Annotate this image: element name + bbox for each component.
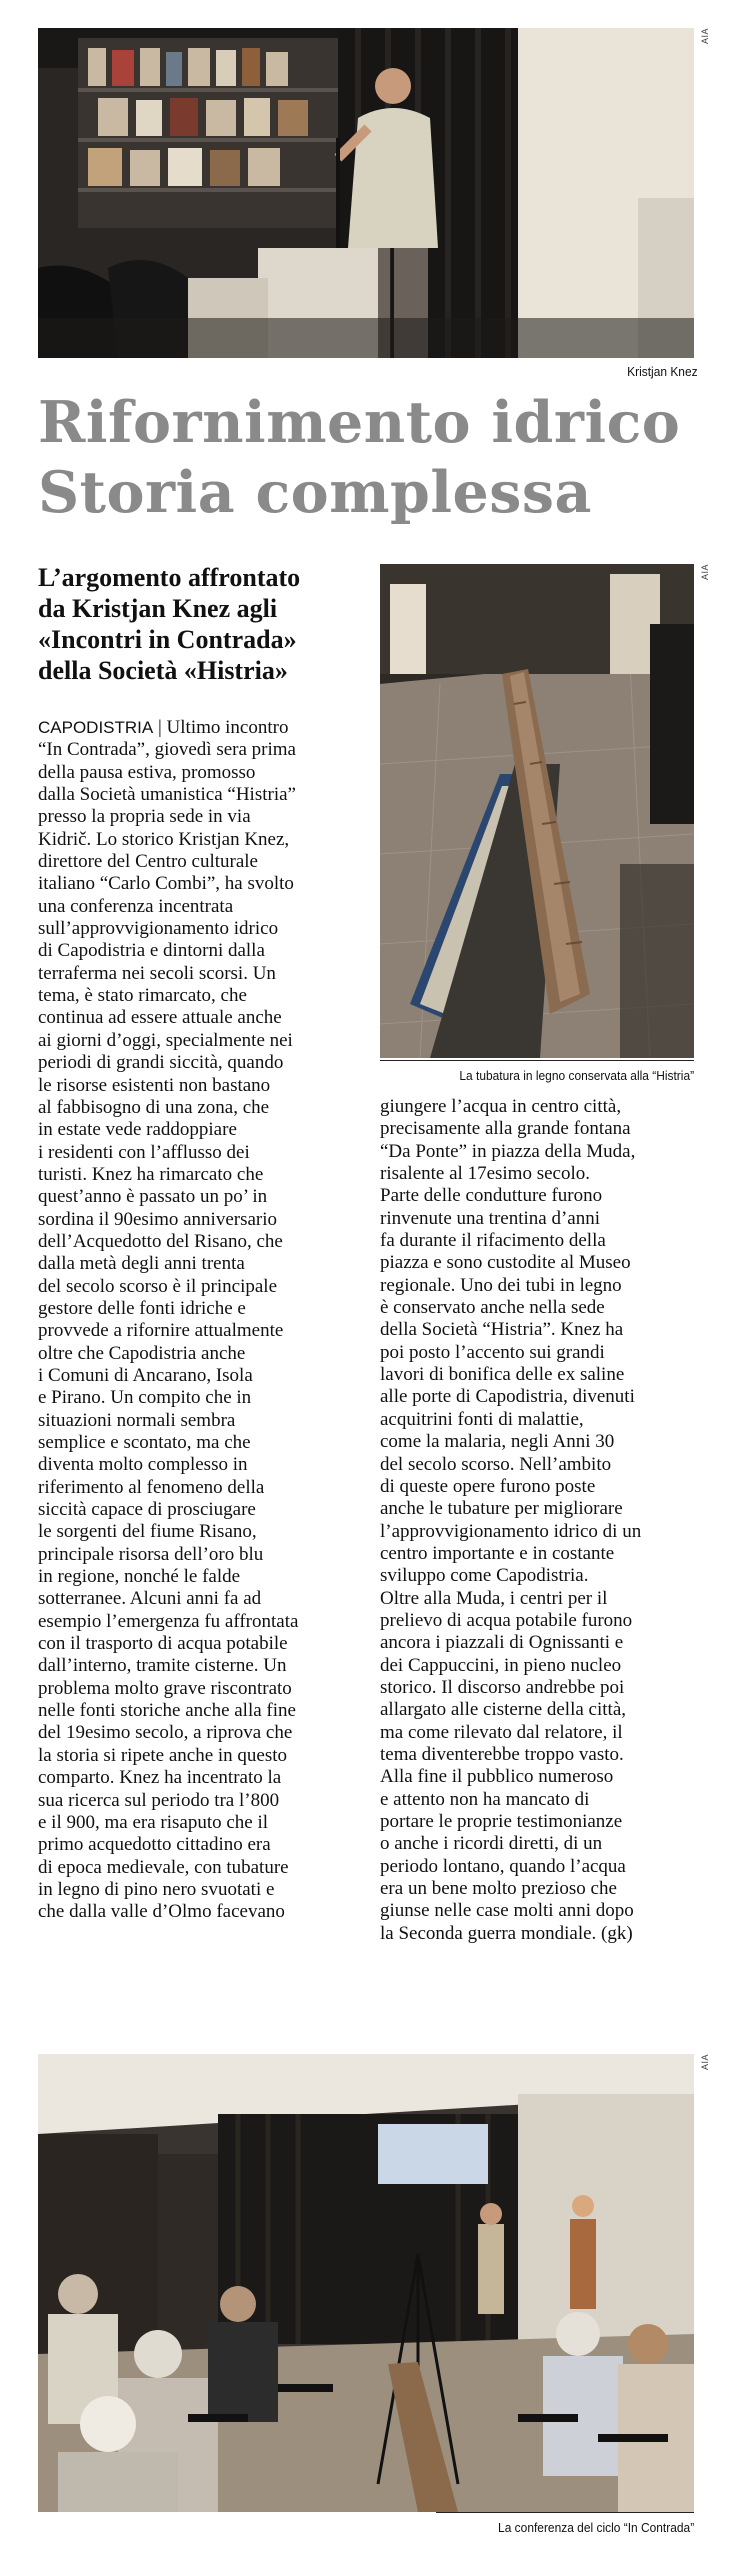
wooden-pipe-photo [380, 564, 694, 1058]
article-line-2-31: e attento non ha mancato di [380, 1788, 590, 1810]
article-line-2-19: l’approvvigionamento idrico di un [380, 1520, 642, 1542]
article-line-2-36: giunse nelle case molti anni dopo [380, 1900, 634, 1922]
article-line-2-34: periodo lontano, quando l’acqua [380, 1855, 626, 1877]
article-line-1-1: “In Contrada”, giovedì sera prima [38, 739, 296, 761]
article-line-1-47: comparto. Knez ha incentrato la [38, 1767, 282, 1789]
article-line-2-2: “Da Ponte” in piazza della Muda, [380, 1140, 636, 1162]
article-line-2-30: Alla fine il pubblico numeroso [380, 1766, 614, 1788]
article-line-1-18: in estate vede raddoppiare [38, 1119, 237, 1141]
article-line-2-13: alle porte di Capodistria, divenuti [380, 1386, 635, 1408]
article-line-2-4: Parte delle condutture furono [380, 1185, 603, 1207]
article-line-1-50: primo acquedotto cittadino era [38, 1834, 271, 1856]
article-line-2-9: è conservato anche nella sede [380, 1297, 605, 1319]
subheadline-line-4: della Società «Histria» [38, 656, 288, 685]
article-line-2-20: centro importante e in costante [380, 1542, 615, 1564]
article-line-1-6: direttore del Centro culturale [38, 851, 258, 873]
article-line-1-25: del secolo scorso è il principale [38, 1275, 278, 1297]
article-line-1-8: una conferenza incentrata [38, 895, 234, 917]
article-line-1-48: sua ricerca sul periodo tra l’800 [38, 1789, 280, 1811]
article-line-1-3: dalla Società umanistica “Histria” [38, 784, 296, 806]
article-line-2-33: o anche i ricordi diretti, di un [380, 1833, 603, 1855]
article-line-1-45: del 19esimo secolo, a riprova che [38, 1722, 293, 1744]
article-line-1-13: continua ad essere attuale anche [38, 1007, 282, 1029]
article-line-1-29: i Comuni di Ancarano, Isola [38, 1364, 253, 1386]
article-line-2-22: Oltre alla Muda, i centri per il [380, 1587, 608, 1609]
article-line-1-2: della pausa estiva, promosso [38, 761, 256, 783]
photo-caption-1: Kristjan Knez [627, 364, 698, 379]
article-line-2-6: fa durante il rifacimento della [380, 1230, 606, 1252]
article-line-1-37: principale risorsa dell’oro blu [38, 1543, 264, 1565]
photo-credit-2: AIA [700, 564, 710, 581]
article-line-1-52: in legno di pino nero svuotati e [38, 1878, 275, 1900]
article-col1-first: | Ultimo incontro [153, 717, 289, 738]
article-line-1-31: situazioni normali sembra [38, 1409, 236, 1431]
subheadline [38, 562, 368, 686]
article-line-1-17: al fabbisogno di una zona, che [38, 1096, 270, 1118]
article-line-1-40: esempio l’emergenza fu affrontata [38, 1610, 299, 1632]
article-line-1-39: sotterranee. Alcuni anni fa ad [38, 1588, 262, 1610]
article-line-1-32: semplice e scontato, ma che [38, 1432, 251, 1453]
article-line-1-49: e il 900, ma era risaputo che il [38, 1811, 269, 1833]
article-line-2-37: la Seconda guerra mondiale. (gk) [380, 1922, 633, 1944]
article-line-1-30: e Pirano. Un compito che in [38, 1387, 252, 1409]
article-line-2-29: tema diventerebbe troppo vasto. [380, 1743, 624, 1765]
article-line-2-8: regionale. Uno dei tubi in legno [380, 1274, 622, 1296]
article-line-2-5: rinvenute una trentina d’anni [380, 1207, 601, 1229]
speaker-photo [38, 28, 694, 358]
article-line-2-7: piazza e sono custodite al Museo [380, 1252, 631, 1274]
article-line-1-27: provvede a rifornire attualmente [38, 1320, 284, 1342]
photo-caption-2: La tubatura in legno conservata alla “Histria” [459, 1068, 694, 1083]
article-line-2-14: acquitrini fonti di malattie, [380, 1408, 584, 1430]
article-line-1-51: di epoca medievale, con tubature [38, 1856, 289, 1878]
headline [38, 388, 718, 528]
article-line-1-22: sordina il 90esimo anniversario [38, 1208, 278, 1230]
article-line-2-35: era un bene molto prezioso che [380, 1878, 617, 1900]
article-line-1-16: le risorse esistenti non bastano [38, 1074, 271, 1096]
article-column-2 [380, 1096, 710, 1945]
article-line-2-12: lavori di bonifica delle ex saline [380, 1364, 625, 1386]
article-column-1 [38, 717, 370, 1924]
article-line-1-36: le sorgenti del fiume Risano, [38, 1521, 257, 1543]
article-line-1-44: nelle fonti storiche anche alla fine [38, 1700, 296, 1722]
article-line-2-17: di queste opere furono poste [380, 1475, 596, 1497]
article-line-2-10: della Società “Histria”. Knez ha [380, 1319, 624, 1341]
article-line-1-34: riferimento al fenomeno della [38, 1476, 265, 1498]
caption-divider [380, 1060, 694, 1061]
article-line-1-23: dell’Acquedotto del Risano, che [38, 1230, 283, 1252]
article-line-1-12: tema, è stato rimarcato, che [38, 985, 247, 1007]
photo-credit-1: AIA [700, 28, 710, 45]
article-line-1-46: la storia si ripete anche in questo [38, 1744, 288, 1766]
article-line-1-0 [38, 717, 370, 739]
photo-caption-3: La conferenza del ciclo “In Contrada” [497, 2520, 694, 2535]
subheadline-line-1: L’argomento affrontato [38, 563, 301, 592]
article-line-1-19: i residenti con l’afflusso dei [38, 1141, 250, 1163]
article-line-2-21: sviluppo come Capodistria. [380, 1565, 589, 1587]
article-line-1-43: problema molto grave riscontrato [38, 1677, 292, 1699]
article-line-2-24: ancora i piazzali di Ognissanti e [380, 1632, 624, 1654]
conference-audience-photo [38, 2054, 694, 2512]
article-line-1-14: ai giorni d’oggi, specialmente nei [38, 1029, 293, 1051]
article-line-1-7: italiano “Carlo Combi”, ha svolto [38, 873, 294, 895]
article-line-2-0: giungere l’acqua in centro città, [380, 1096, 622, 1117]
article-line-2-16: del secolo scorso. Nell’ambito [380, 1453, 612, 1475]
article-line-2-27: allargato alle cisterne della città, [380, 1699, 626, 1721]
article-line-2-15: come la malaria, negli Anni 30 [380, 1431, 615, 1453]
article-line-1-10: di Capodistria e dintorni dalla [38, 940, 265, 962]
article-line-1-15: periodi di grandi siccità, quando [38, 1052, 284, 1074]
article-line-1-21: quest’anno è passato un po’ in [38, 1186, 268, 1208]
article-line-1-35: siccità capace di prosciugare [38, 1499, 256, 1521]
subheadline-line-2: da Kristjan Knez agli [38, 594, 278, 623]
article-line-2-25: dei Cappuccini, in pieno nucleo [380, 1654, 622, 1676]
subheadline-line-3: «Incontri in Contrada» [38, 625, 297, 654]
article-line-1-41: con il trasporto di acqua potabile [38, 1633, 288, 1655]
article-line-2-11: poi posto l’accento sui grandi [380, 1341, 605, 1363]
photo-credit-3: AIA [700, 2054, 710, 2071]
article-line-1-11: terraferma nei secoli scorsi. Un [38, 962, 276, 984]
article-line-1-53: che dalla valle d’Olmo facevano [38, 1901, 285, 1923]
article-line-2-1: precisamente alla grande fontana [380, 1118, 631, 1140]
article-line-1-4: presso la propria sede in via [38, 806, 251, 828]
article-line-1-26: gestore delle fonti idriche e [38, 1297, 246, 1319]
article-dateline: CAPODISTRIA [38, 718, 154, 737]
article-line-2-26: storico. Il discorso andrebbe poi [380, 1676, 625, 1698]
article-line-1-33: diventa molto complesso in [38, 1454, 248, 1476]
article-line-2-28: ma come rilevato dal relatore, il [380, 1721, 623, 1743]
article-line-1-28: oltre che Capodistria anche [38, 1342, 246, 1364]
article-line-1-38: in regione, nonché le falde [38, 1566, 241, 1588]
headline-line-1: Rifornimento idrico [38, 389, 681, 456]
article-line-2-23: prelievo di acqua potabile furono [380, 1609, 633, 1631]
article-line-1-42: dall’interno, tramite cisterne. Un [38, 1655, 287, 1677]
headline-line-2: Storia complessa [38, 459, 592, 526]
article-line-1-24: dalla metà degli anni trenta [38, 1253, 245, 1275]
article-line-1-5: Kidrič. Lo storico Kristjan Knez, [38, 828, 290, 850]
article-line-1-9: sull’approvvigionamento idrico [38, 918, 279, 940]
article-line-2-32: portare le proprie testimonianze [380, 1811, 623, 1832]
caption-divider-bottom [436, 2512, 694, 2513]
article-line-2-3: risalente al 17esimo secolo. [380, 1163, 590, 1185]
article-line-2-18: anche le tubature per migliorare [380, 1498, 623, 1520]
article-line-1-20: turisti. Knez ha rimarcato che [38, 1163, 264, 1185]
